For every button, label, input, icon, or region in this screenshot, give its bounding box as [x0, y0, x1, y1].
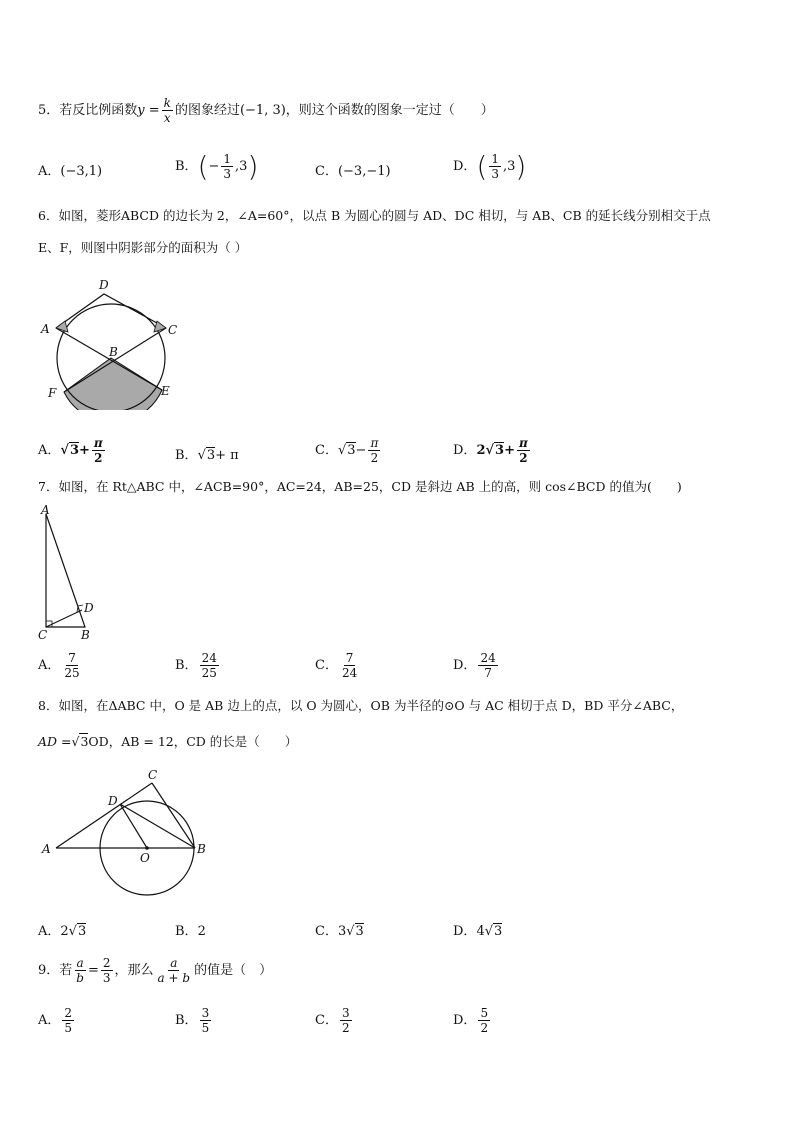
q6-rhombus-top — [56, 294, 166, 328]
q9-option-d: D． $\frac{5}{2}$ — [453, 1006, 489, 1035]
question-8-line1: 8．如图，在ΔABC 中，O 是 AB 边上的点，以 O 为圆心，OB 为半径的⊙O 与 AC 相切于点 D，BD 平分∠ABC， — [38, 698, 684, 713]
q5-point: (−1, 3) — [239, 103, 286, 118]
q6-shade-left — [56, 321, 68, 332]
q7-option-d: D． $\frac{24}{7}$ — [453, 651, 496, 680]
q8-line-db — [120, 804, 195, 848]
question-8-line2: AD =√3OD，AB = 12，CD 的长是（ ） — [38, 734, 298, 749]
q7-label-a: A — [41, 503, 50, 517]
question-9-stem: 9．若 $\frac{a}{b}$ = $\frac{2}{3}$ ，那么 $\frac{a}{a + b}$ 的值是（ ） — [38, 956, 273, 985]
q6-label-f: F — [48, 386, 57, 400]
question-6-line1: 6．如图，菱形ABCD 的边长为 2，∠A=60°，以点 B 为圆心的圆与 AD、DC 相切，与 AB、CB 的延长线分别相交于点 — [38, 208, 711, 223]
q7-right-triangle-figure — [36, 502, 106, 644]
q5-k-over-x: $\frac{k}{x}$ — [163, 96, 171, 125]
q7-label-b: B — [81, 628, 90, 642]
q6-option-b: B．√3+ π — [175, 448, 239, 463]
q7-label-c: C — [38, 628, 48, 642]
q6-rhombus-circle-figure — [38, 275, 188, 410]
q8-option-c: C．3√3 — [315, 924, 364, 939]
q5-text-c: ，则这个函数的图象一定过（ ） — [285, 103, 494, 118]
q8-line-od — [120, 804, 147, 848]
q8-label-c: C — [148, 768, 158, 782]
q6-option-a: A．√3+ $\frac{\pi}{2}$ — [38, 436, 103, 465]
q8-tangent-circle-figure — [38, 768, 218, 898]
q5-text-a: 5．若反比例函数 — [38, 103, 138, 118]
q9-option-b: B． $\frac{3}{5}$ — [175, 1006, 210, 1035]
q8-option-a: A．2√3 — [38, 924, 87, 939]
q6-label-e: E — [161, 384, 170, 398]
q5-option-a: A．(−3,1) — [38, 164, 103, 179]
q5-text-b: 的图象经过 — [174, 103, 240, 118]
q6-shaded-sector — [64, 358, 162, 410]
q5-option-c: C．(−3,−1) — [315, 164, 391, 179]
q8-label-b: B — [197, 842, 206, 856]
q7-altitude-cd — [46, 610, 82, 627]
q7-triangle — [46, 514, 85, 627]
q8-line-ac — [56, 783, 152, 848]
question-6-line2: E、F，则图中阴影部分的面积为（ ） — [38, 240, 248, 255]
q5-y-eq: y = — [137, 103, 160, 118]
q7-option-c: C． $\frac{7}{24}$ — [315, 651, 358, 680]
q5-option-d: D．( $\frac{1}{3}$ ,3) — [453, 150, 527, 183]
question-7-stem: 7．如图，在 Rt△ABC 中，∠ACB=90°，AC=24，AB=25，CD 是斜边 AB 上的高，则 cos∠BCD 的值为( ) — [38, 479, 682, 494]
q6-option-c: C．√3− $\frac{\pi}{2}$ — [315, 436, 379, 465]
q8-option-b: B．2 — [175, 924, 206, 939]
question-5-stem — [38, 96, 494, 125]
q8-center-o — [145, 846, 149, 850]
q9-option-a: A． $\frac{2}{5}$ — [38, 1006, 73, 1035]
q7-option-a: A． $\frac{7}{25}$ — [38, 651, 80, 680]
q8-label-a: A — [42, 842, 51, 856]
q6-label-d: D — [99, 278, 109, 292]
q8-option-d: D．4√3 — [453, 924, 503, 939]
q8-label-o: O — [140, 851, 150, 865]
q5-option-b: B．(− $\frac{1}{3}$ ,3) — [175, 150, 259, 183]
q6-label-c: C — [168, 323, 178, 337]
q8-label-d: D — [108, 794, 118, 808]
q9-option-c: C． $\frac{3}{2}$ — [315, 1006, 350, 1035]
q6-label-b: B — [109, 345, 118, 359]
q6-label-a: A — [41, 322, 50, 336]
q6-option-d: D．2√3+ $\frac{\pi}{2}$ — [453, 436, 528, 465]
q7-option-b: B． $\frac{24}{25}$ — [175, 651, 217, 680]
q8-line-cb — [152, 783, 195, 848]
q7-label-d: D — [84, 601, 94, 615]
